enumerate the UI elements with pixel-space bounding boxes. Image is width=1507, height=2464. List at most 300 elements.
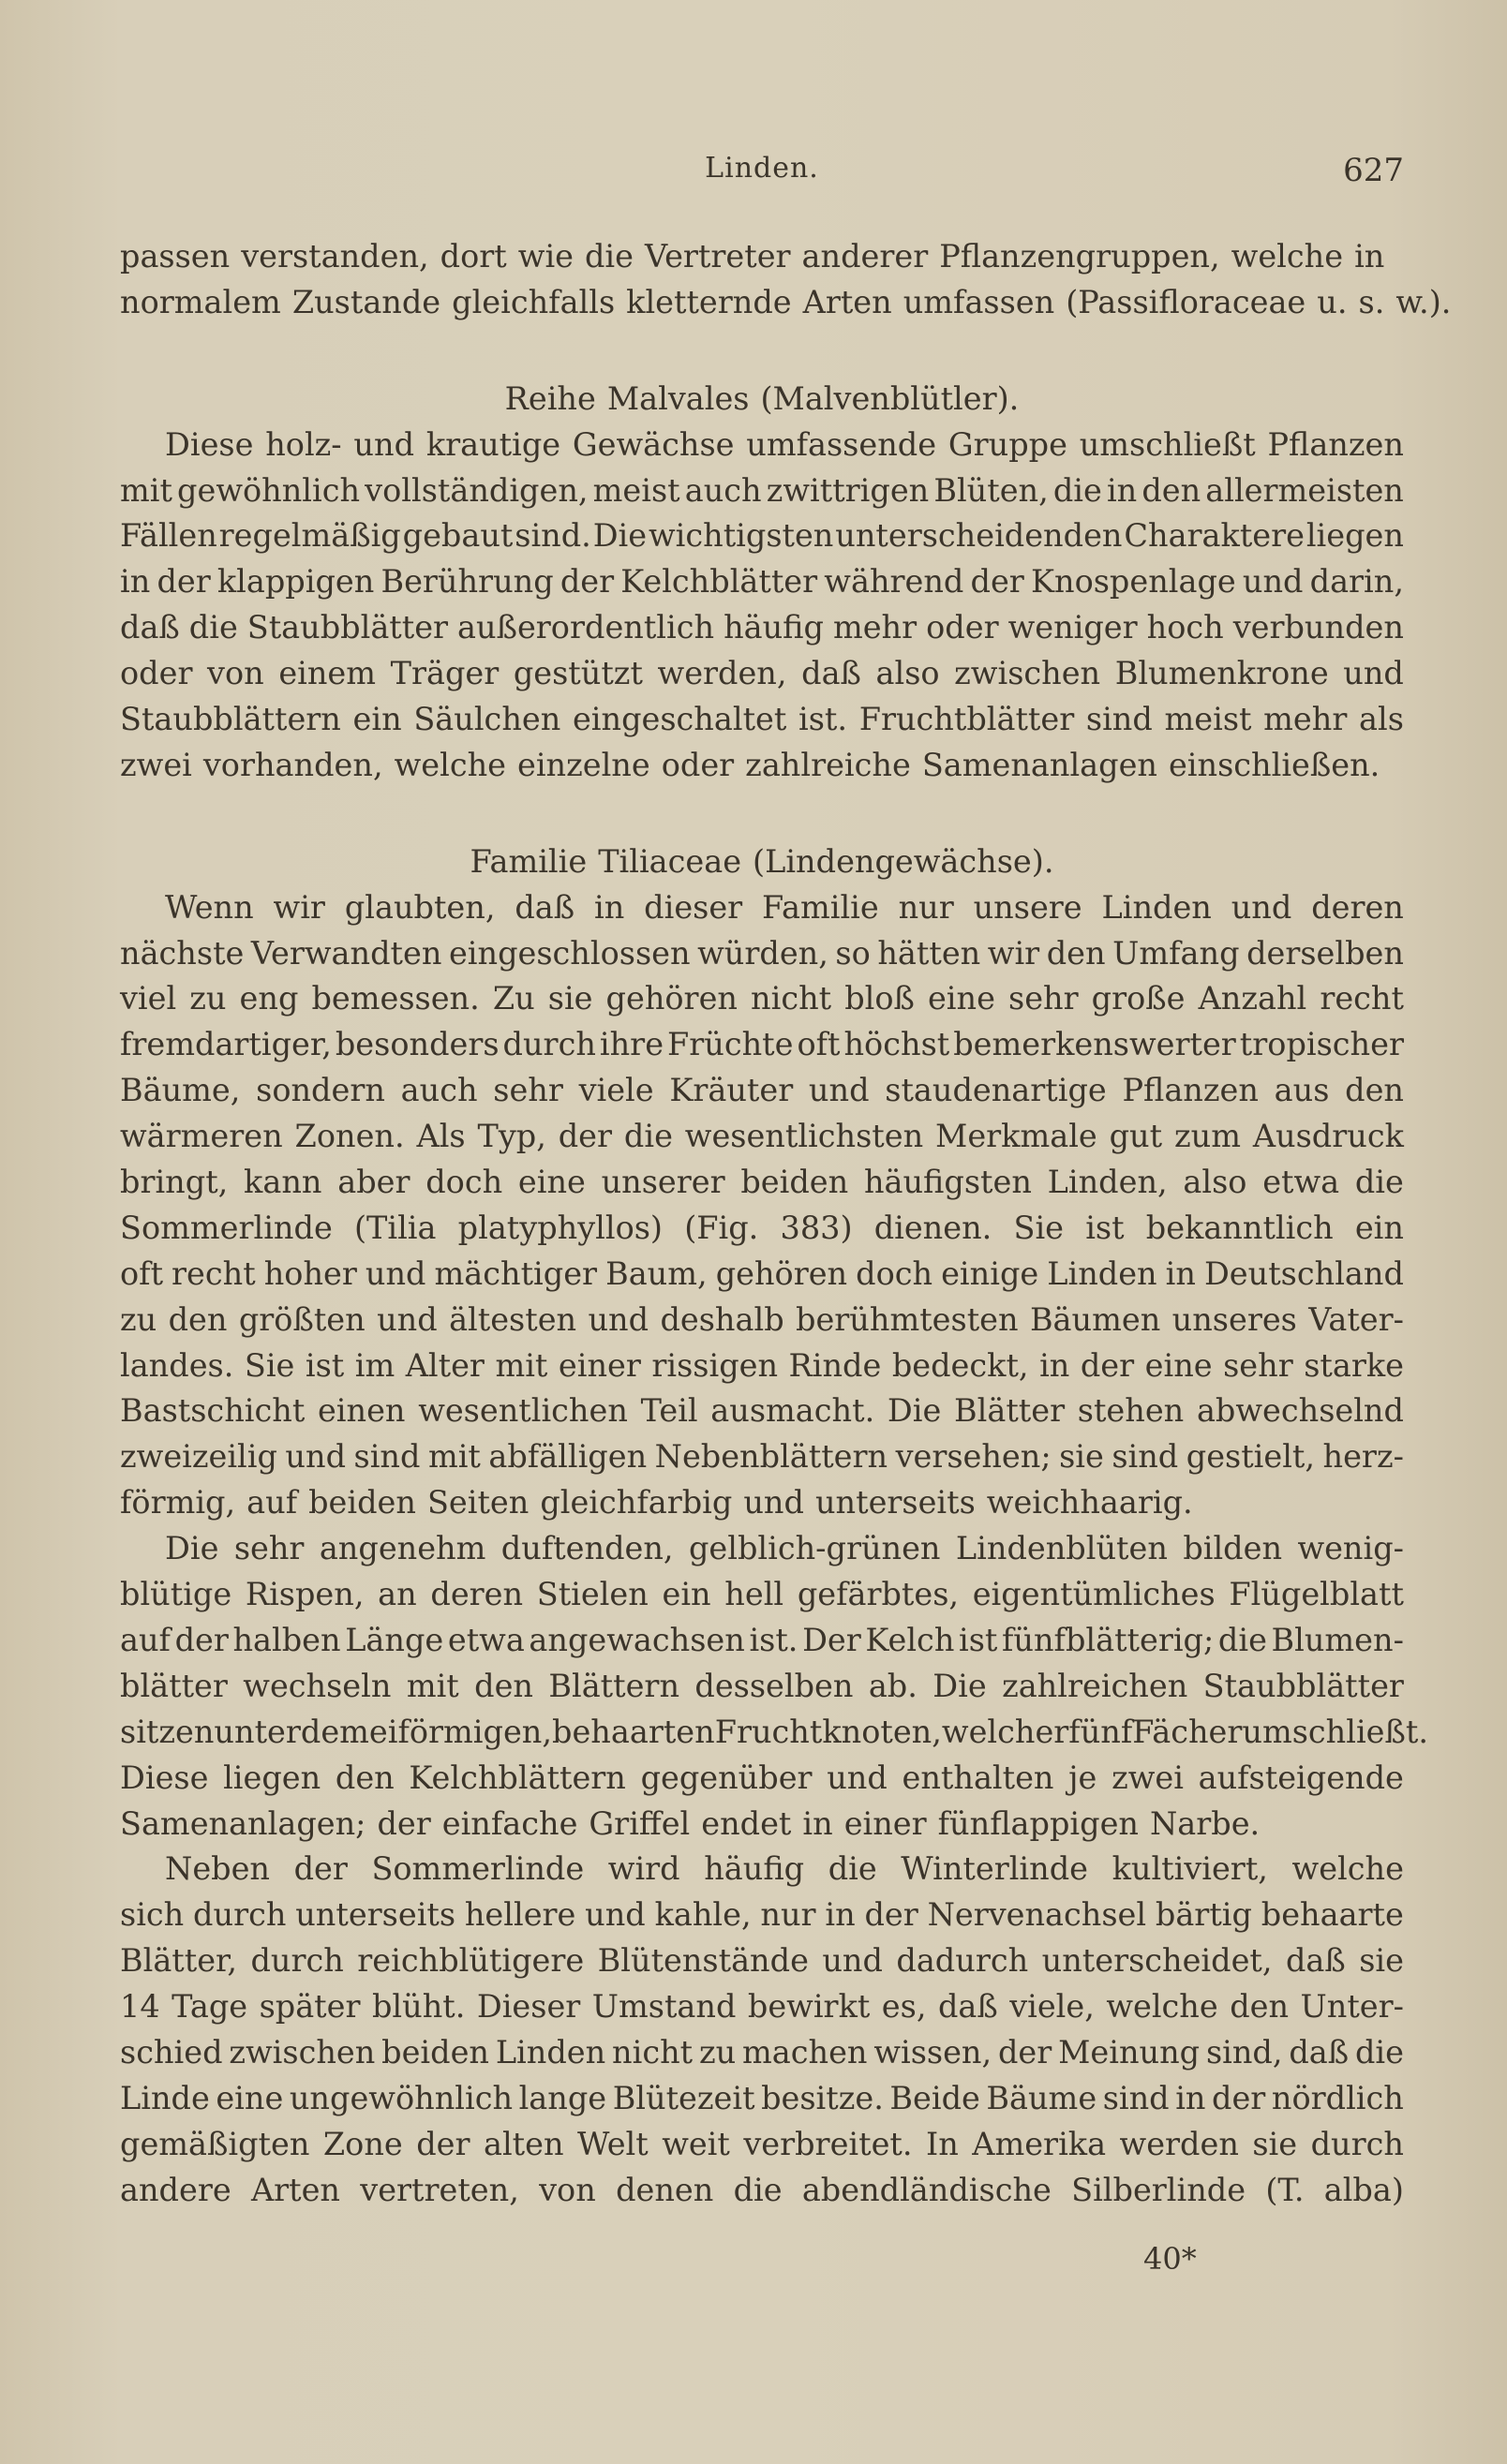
text-line — [120, 1756, 1404, 1802]
word: Vater- — [1308, 1300, 1404, 1338]
word: unterseits — [814, 1484, 976, 1521]
word: ausmacht. — [710, 1392, 875, 1430]
word: werden, — [657, 655, 787, 692]
running-title: Linden. — [705, 152, 819, 185]
word: Bäumen — [1029, 1300, 1161, 1338]
word: ab. — [868, 1667, 918, 1704]
word: (Fig. — [684, 1209, 759, 1246]
word: ein — [662, 1576, 711, 1613]
word: wir — [273, 888, 325, 926]
word: ein — [1354, 1209, 1404, 1246]
word: Narbe. — [1149, 1804, 1261, 1842]
word: daß — [1285, 1942, 1346, 1980]
word: später — [259, 1988, 361, 2026]
word: an — [378, 1576, 417, 1613]
word: Tiliaceae — [598, 842, 742, 880]
word: anderer — [801, 238, 929, 275]
word: sind. — [515, 517, 591, 555]
word: dort — [440, 238, 507, 275]
word: in — [1165, 1254, 1196, 1292]
word: Linden — [495, 2033, 606, 2071]
word: alba) — [1323, 2171, 1404, 2208]
text-line — [120, 468, 1404, 514]
text-line — [120, 1710, 1428, 1756]
word: gut — [1109, 1118, 1163, 1155]
text-line — [120, 423, 1404, 468]
word: durch — [193, 1896, 287, 1934]
word: zwischen — [229, 2033, 376, 2071]
word: duftenden, — [500, 1530, 674, 1567]
word: Fruchtblätter — [858, 701, 1075, 738]
word: Griffel — [589, 1804, 691, 1842]
text-line — [120, 280, 1452, 326]
word: Familie — [762, 888, 879, 926]
word: oft — [120, 1254, 164, 1292]
text-line — [120, 513, 1404, 559]
word: sind — [1112, 1438, 1179, 1476]
word: den — [1230, 1988, 1290, 2026]
word: und — [588, 1300, 649, 1338]
word: einer — [558, 1346, 641, 1384]
word: Zustande — [291, 283, 441, 320]
word: einschließen. — [1168, 746, 1380, 783]
word: vollständigen, — [365, 471, 589, 509]
word: doch — [425, 1164, 503, 1201]
word: ältesten — [449, 1300, 577, 1338]
word: Arten — [802, 283, 892, 320]
word: welcher — [941, 1713, 1069, 1750]
word: daß — [515, 888, 575, 926]
word: sind, — [1205, 2033, 1283, 2071]
word: eine — [1144, 1346, 1213, 1384]
word: dadurch — [896, 1942, 1029, 1980]
word: bemessen. — [311, 980, 480, 1017]
word: in — [594, 888, 625, 926]
word: Kräuter — [669, 1072, 794, 1109]
word: während — [824, 563, 964, 601]
word: Sommerlinde — [371, 1850, 585, 1888]
word: daß — [1289, 2033, 1350, 2071]
word: Samenanlagen — [921, 746, 1157, 783]
word: Sommerlinde — [120, 1209, 333, 1246]
word: der — [416, 2125, 470, 2162]
word: Neben — [165, 1850, 270, 1888]
word: eingeschlossen — [448, 934, 691, 972]
word: fünf — [1068, 1713, 1133, 1750]
word: Verwandten — [250, 934, 442, 972]
word: ist. — [798, 701, 848, 738]
word: von — [539, 2171, 596, 2208]
word: der — [157, 563, 211, 601]
word: welche — [1231, 238, 1344, 275]
word: Fällen — [120, 517, 217, 555]
word: der — [997, 2033, 1052, 2071]
word: aus — [1274, 1072, 1330, 1109]
word: sehr — [233, 1530, 305, 1567]
text-line — [120, 931, 1404, 977]
word: zu — [120, 1300, 157, 1338]
word: Die — [887, 1392, 942, 1430]
word: etwa — [447, 1621, 525, 1658]
word: unterscheidet, — [1041, 1942, 1273, 1980]
word: fünfblätterig; — [1002, 1621, 1215, 1658]
word: alten — [483, 2125, 564, 2162]
word: etwa — [1262, 1164, 1340, 1201]
word: Stielen — [536, 1576, 649, 1613]
word: ein — [352, 701, 402, 738]
word: halben — [232, 1621, 341, 1658]
word: nicht — [612, 2033, 694, 2071]
word: den — [1345, 1072, 1404, 1109]
word: Unter- — [1300, 1988, 1404, 2026]
word: nicht — [751, 980, 832, 1017]
word: gefärbtes, — [797, 1576, 960, 1613]
word: würden, — [697, 934, 828, 972]
text-line — [120, 1068, 1404, 1114]
word: einem — [278, 655, 377, 692]
text-line — [120, 559, 1404, 605]
word: daß — [120, 609, 180, 646]
word: Bastschicht — [120, 1392, 306, 1430]
word: mehr — [832, 609, 918, 646]
word: die — [623, 1118, 673, 1155]
word: angewachsen — [529, 1621, 745, 1658]
word: kletternde — [626, 283, 792, 320]
word: vertreten, — [360, 2171, 519, 2208]
word: mit — [495, 1346, 548, 1384]
word: gestützt — [513, 655, 643, 692]
word: Staubblättern — [120, 701, 341, 738]
word: und — [1242, 563, 1304, 601]
word: als — [1359, 701, 1404, 738]
word: Charaktere — [1124, 517, 1305, 555]
word: Baum, — [605, 1254, 708, 1292]
word: liegen — [1306, 517, 1404, 555]
word: Gewächse — [572, 425, 735, 463]
word: Lindenblüten — [955, 1530, 1168, 1567]
word: ist. — [749, 1621, 798, 1658]
word: beiden — [381, 2033, 489, 2071]
word: Blätter — [954, 1392, 1066, 1430]
word: sind — [1085, 701, 1153, 738]
word: dienen. — [873, 1209, 992, 1246]
word: die — [188, 609, 238, 646]
word: den — [474, 1667, 533, 1704]
word: nächste — [120, 934, 245, 972]
word: Meinung — [1058, 2033, 1201, 2071]
word: Zonen. — [294, 1118, 405, 1155]
word: Pflanzen — [1267, 425, 1404, 463]
word: Fruchtknoten, — [714, 1713, 942, 1750]
word: zwei — [120, 746, 192, 783]
word: passen — [120, 238, 231, 275]
word: 383) — [780, 1209, 853, 1246]
text-line — [120, 1618, 1404, 1664]
word: angenehm — [319, 1530, 486, 1567]
word: und — [822, 1942, 883, 1980]
word: in — [1039, 1346, 1070, 1384]
word: zum — [1173, 1118, 1241, 1155]
word: Beide — [889, 2079, 980, 2116]
word: Teil — [640, 1392, 698, 1430]
word: schied — [120, 2033, 223, 2071]
word: landes. — [120, 1346, 234, 1384]
word: Gruppe — [947, 425, 1067, 463]
word: platyphyllos) — [457, 1209, 663, 1246]
word: einige — [941, 1254, 1039, 1292]
word: liegen — [223, 1759, 321, 1796]
text-line — [120, 1343, 1404, 1389]
word: höchst — [843, 1026, 950, 1063]
word: gewöhnlich — [177, 471, 361, 509]
word: aber — [337, 1164, 410, 1201]
word: allermeisten — [1205, 471, 1404, 509]
word: zweizeilig — [120, 1438, 277, 1476]
word: stehen — [1077, 1392, 1185, 1430]
word: Linde — [120, 2079, 210, 2116]
word: unterseits — [295, 1896, 456, 1934]
word: versehen; — [895, 1438, 1052, 1476]
word: (T. — [1265, 2171, 1305, 2208]
word: Typ, — [477, 1118, 546, 1155]
word: kann — [244, 1164, 322, 1201]
word: verstanden, — [241, 238, 429, 275]
word: umfassende — [746, 425, 937, 463]
word: Länge — [345, 1621, 444, 1658]
word: mit — [406, 1667, 459, 1704]
signature-mark: 40* — [1143, 2241, 1197, 2277]
word: Dieser — [476, 1988, 581, 2026]
word: beiden — [740, 1164, 849, 1201]
word: häufig — [724, 609, 824, 646]
word: Linden — [1047, 1254, 1157, 1292]
word: doch — [856, 1254, 933, 1292]
word: sie — [1252, 2125, 1298, 2162]
word: Fächer — [1132, 1713, 1243, 1750]
word: meist — [1164, 701, 1252, 738]
word: bringt, — [120, 1164, 229, 1201]
word: die — [733, 2171, 783, 2208]
word: aufsteigende — [1198, 1759, 1404, 1796]
word: Blumenkrone — [1114, 655, 1329, 692]
section-heading — [120, 377, 1404, 423]
word: sind — [1102, 2079, 1170, 2116]
text-line — [120, 1160, 1404, 1206]
word: berühmtesten — [796, 1300, 1019, 1338]
word: weichhaarig. — [986, 1484, 1193, 1521]
word: hellere — [464, 1896, 576, 1934]
word: Reihe — [504, 379, 596, 417]
word: und — [377, 1300, 438, 1338]
word: Zu — [492, 980, 535, 1017]
word: sondern — [256, 1072, 385, 1109]
word: Diese — [165, 425, 254, 463]
word: mit — [427, 1438, 481, 1476]
word: kultiviert, — [1112, 1850, 1268, 1888]
word: auf — [246, 1484, 298, 1521]
word: deshalb — [660, 1300, 784, 1338]
word: (Passifloraceae — [1066, 283, 1306, 320]
word: viele, — [1009, 1988, 1095, 2026]
word: sich — [120, 1896, 185, 1934]
word: Die — [933, 1667, 987, 1704]
word: auf — [120, 1621, 171, 1658]
word: deren — [430, 1576, 524, 1613]
word: der — [293, 1850, 348, 1888]
word: in — [120, 563, 151, 601]
text-line — [120, 743, 1404, 789]
word: Zone — [322, 2125, 403, 2162]
word: weniger — [1007, 609, 1138, 646]
text-line — [120, 1434, 1404, 1480]
word: Deutschland — [1203, 1254, 1404, 1292]
word: Nervenachsel — [927, 1896, 1147, 1934]
word: klappigen — [216, 563, 375, 601]
word: der — [1212, 2079, 1266, 2116]
word: zwischen — [954, 655, 1101, 692]
word: Die — [165, 1530, 219, 1567]
word: zu — [698, 2033, 737, 2071]
word: nur — [898, 888, 954, 926]
word: wesentlichen — [418, 1392, 628, 1430]
section-gap — [120, 789, 1404, 839]
word: welche — [394, 746, 506, 783]
word: umschließt — [1079, 425, 1256, 463]
word: eigentümliches — [972, 1576, 1216, 1613]
word: normalem — [120, 283, 281, 320]
word: Linden — [1101, 888, 1212, 926]
word: so — [835, 934, 871, 972]
word: oft — [797, 1026, 841, 1063]
word: Samenanlagen; — [120, 1804, 366, 1842]
word: größten — [238, 1300, 366, 1338]
word: weit — [662, 2125, 730, 2162]
word: Staubblätter — [1202, 1667, 1404, 1704]
word: Flügelblatt — [1229, 1576, 1404, 1613]
word: den — [1141, 471, 1201, 509]
word: sie — [1059, 1438, 1104, 1476]
word: Amerika — [972, 2125, 1107, 2162]
section-gap — [120, 326, 1404, 377]
word: Welt — [577, 2125, 649, 2162]
word: die — [828, 1850, 877, 1888]
word: Anzahl — [1198, 980, 1307, 1017]
word: Merkmale — [935, 1118, 1097, 1155]
word: auch — [400, 1072, 478, 1109]
word: Bäume — [986, 2079, 1097, 2116]
word: oder — [661, 746, 735, 783]
word: unsere — [973, 888, 1082, 926]
word: tropischer — [1239, 1026, 1404, 1063]
word: in — [802, 1804, 833, 1842]
word: Staubblätter — [246, 609, 449, 646]
text-line — [120, 1114, 1404, 1160]
page-number: 627 — [1343, 152, 1404, 189]
text-line — [120, 1802, 1404, 1848]
word: wenig- — [1297, 1530, 1404, 1567]
word: unseres — [1171, 1300, 1297, 1338]
word: blüht. — [371, 1988, 466, 2026]
word: Diese — [120, 1759, 209, 1796]
word: einfache — [441, 1804, 578, 1842]
word: Blütezeit — [612, 2079, 755, 2116]
text-line — [120, 651, 1404, 697]
word: hätten — [877, 934, 981, 972]
word: endet — [701, 1804, 792, 1842]
word: und — [827, 1759, 888, 1796]
word: die — [1354, 2033, 1404, 2071]
word: Bäume, — [120, 1072, 241, 1109]
word: eine — [216, 2079, 284, 2116]
word: Tage — [172, 1988, 248, 2026]
text-line — [120, 2030, 1404, 2076]
word: gestielt, — [1186, 1438, 1316, 1476]
word: fünflappigen — [937, 1804, 1139, 1842]
text-line — [120, 1893, 1404, 1938]
word: viele — [578, 1072, 654, 1109]
word: glaubten, — [344, 888, 496, 926]
word: abfälligen — [488, 1438, 648, 1476]
word: In — [925, 2125, 959, 2162]
text-line — [120, 1480, 1404, 1526]
word: und — [353, 425, 415, 463]
word: die — [1354, 1164, 1404, 1201]
text-line — [120, 1572, 1404, 1618]
word: vorhanden, — [202, 746, 383, 783]
word: der — [1080, 1346, 1135, 1384]
word: wird — [607, 1850, 680, 1888]
word: unter — [214, 1713, 301, 1750]
text-line — [120, 1298, 1404, 1343]
word: wichtigsten — [648, 517, 834, 555]
word: gleichfarbig — [540, 1484, 733, 1521]
word: durch — [502, 1026, 596, 1063]
word: einzelne — [517, 746, 650, 783]
word: rissigen — [651, 1346, 779, 1384]
word: sie — [547, 980, 593, 1017]
word: starke — [1304, 1346, 1404, 1384]
word: sitzen — [120, 1713, 215, 1750]
word: staudenartige — [885, 1072, 1107, 1109]
word: beiden — [308, 1484, 416, 1521]
word: bekanntlich — [1145, 1209, 1334, 1246]
word: verbreitet. — [743, 2125, 913, 2162]
word: reichblütigere — [357, 1942, 585, 1980]
word: sie — [1359, 1942, 1404, 1980]
text-line — [120, 976, 1404, 1022]
word: gebaut — [402, 517, 514, 555]
text-line — [120, 2122, 1404, 2168]
word: und — [1343, 655, 1404, 692]
word: wissen, — [873, 2033, 992, 2071]
word: gehören — [715, 1254, 848, 1292]
word: wir — [987, 934, 1040, 972]
word: derselben — [1246, 934, 1404, 972]
word: Familie — [470, 842, 588, 880]
word: in — [1175, 2079, 1206, 2116]
word: Säulchen — [413, 701, 561, 738]
word: ungewöhnlich — [289, 2079, 514, 2116]
word: Nebenblättern — [654, 1438, 888, 1476]
word: sehr — [1008, 980, 1079, 1017]
word: zahlreiche — [745, 746, 911, 783]
text-line — [120, 2168, 1404, 2214]
word: also — [875, 655, 940, 692]
word: durch — [250, 1942, 344, 1980]
word: hell — [724, 1576, 784, 1613]
word: Früchte — [667, 1026, 794, 1063]
word: u. — [1317, 283, 1348, 320]
